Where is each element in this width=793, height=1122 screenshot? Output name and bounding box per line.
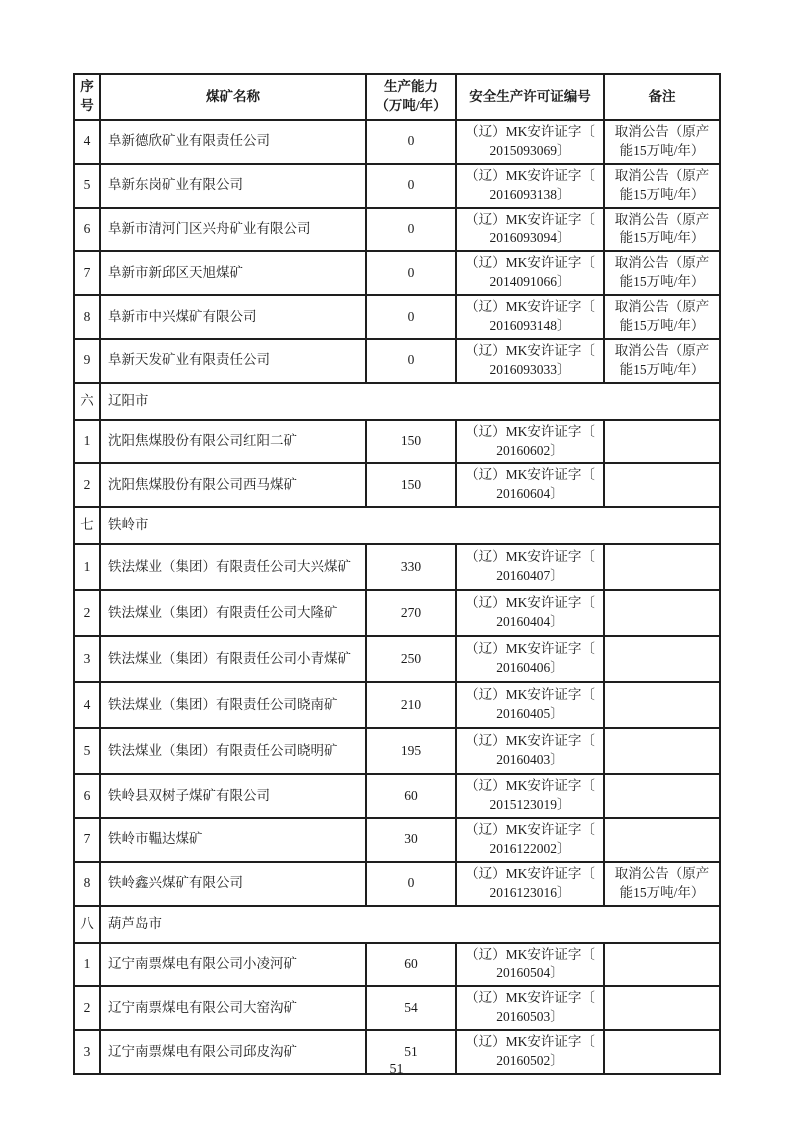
license-line2: 20160503〕 xyxy=(496,1009,564,1025)
cell-serial-number: 5 xyxy=(74,164,100,208)
cell-capacity: 0 xyxy=(366,339,456,383)
coal-mine-table xyxy=(73,73,721,1075)
cell-remark: 取消公告（原产能15万吨/年） xyxy=(604,120,720,164)
cell-serial-number: 7 xyxy=(74,251,100,295)
cell-mine-name: 铁岭市鞰达煤矿 xyxy=(100,818,366,862)
cell-capacity: 270 xyxy=(366,590,456,636)
cell-remark xyxy=(604,590,720,636)
license-line1: （辽）MK安许证字〔 xyxy=(465,299,595,315)
cell-mine-name: 铁岭鑫兴煤矿有限公司 xyxy=(100,862,366,906)
license-line2: 20160502〕 xyxy=(496,1053,564,1069)
cell-serial-number: 1 xyxy=(74,943,100,987)
cell-capacity: 250 xyxy=(366,636,456,682)
table-row xyxy=(74,463,720,507)
cell-remark: 取消公告（原产能15万吨/年） xyxy=(604,295,720,339)
header-capacity-line1: 生产能力 xyxy=(384,79,438,95)
header-remarks xyxy=(604,74,720,120)
cell-mine-name: 阜新东岗矿业有限公司 xyxy=(100,164,366,208)
cell-mine-name: 沈阳焦煤股份有限公司西马煤矿 xyxy=(100,463,366,507)
section-serial: 六 xyxy=(74,383,100,420)
cell-remark xyxy=(604,463,720,507)
cell-remark xyxy=(604,682,720,728)
table-row xyxy=(74,590,720,636)
cell-mine-name: 铁法煤业（集团）有限责任公司大隆矿 xyxy=(100,590,366,636)
license-line1: （辽）MK安许证字〔 xyxy=(465,595,595,611)
cell-license xyxy=(456,774,604,818)
cell-remark: 取消公告（原产能15万吨/年） xyxy=(604,862,720,906)
cell-serial-number: 8 xyxy=(74,295,100,339)
header-serial-number xyxy=(74,74,100,120)
cell-license xyxy=(456,818,604,862)
cell-remark xyxy=(604,544,720,590)
table-row xyxy=(74,120,720,164)
license-line1: （辽）MK安许证字〔 xyxy=(465,990,595,1006)
cell-mine-name: 阜新德欣矿业有限责任公司 xyxy=(100,120,366,164)
license-line1: （辽）MK安许证字〔 xyxy=(465,423,595,439)
license-line2: 20160407〕 xyxy=(496,568,564,584)
cell-remark xyxy=(604,818,720,862)
license-line1: （辽）MK安许证字〔 xyxy=(465,822,595,838)
cell-mine-name: 沈阳焦煤股份有限公司红阳二矿 xyxy=(100,420,366,464)
cell-serial-number: 2 xyxy=(74,590,100,636)
table-header-row xyxy=(74,74,720,120)
license-line1: （辽）MK安许证字〔 xyxy=(465,342,595,358)
table-row xyxy=(74,986,720,1030)
cell-remark: 取消公告（原产能15万吨/年） xyxy=(604,208,720,252)
section-row xyxy=(74,906,720,943)
license-line2: 2016093148〕 xyxy=(489,318,571,334)
license-line2: 20160504〕 xyxy=(496,965,564,981)
cell-license xyxy=(456,636,604,682)
cell-mine-name: 阜新市清河门区兴舟矿业有限公司 xyxy=(100,208,366,252)
cell-mine-name: 铁法煤业（集团）有限责任公司小青煤矿 xyxy=(100,636,366,682)
table-row xyxy=(74,295,720,339)
cell-capacity: 30 xyxy=(366,818,456,862)
header-license-number xyxy=(456,74,604,120)
cell-serial-number: 2 xyxy=(74,986,100,1030)
cell-capacity: 195 xyxy=(366,728,456,774)
cell-serial-number: 4 xyxy=(74,682,100,728)
table-row xyxy=(74,682,720,728)
license-line2: 2016093138〕 xyxy=(489,186,571,202)
cell-license xyxy=(456,943,604,987)
cell-mine-name: 辽宁南票煤电有限公司小凌河矿 xyxy=(100,943,366,987)
cell-serial-number: 5 xyxy=(74,728,100,774)
cell-serial-number: 9 xyxy=(74,339,100,383)
license-line1: （辽）MK安许证字〔 xyxy=(465,255,595,271)
cell-license xyxy=(456,544,604,590)
cell-mine-name: 阜新市新邱区天旭煤矿 xyxy=(100,251,366,295)
section-serial: 七 xyxy=(74,507,100,544)
cell-capacity: 51 xyxy=(366,1030,456,1074)
cell-license xyxy=(456,208,604,252)
table-row xyxy=(74,943,720,987)
header-production-capacity xyxy=(366,74,456,120)
license-line2: 2016093033〕 xyxy=(489,361,571,377)
table-body xyxy=(74,120,720,1074)
cell-serial-number: 7 xyxy=(74,818,100,862)
header-mine-name-label: 煤矿名称 xyxy=(206,88,260,104)
license-line2: 20160604〕 xyxy=(496,486,564,502)
cell-serial-number: 6 xyxy=(74,208,100,252)
cell-mine-name: 辽宁南票煤电有限公司大窑沟矿 xyxy=(100,986,366,1030)
header-mine-name xyxy=(100,74,366,120)
cell-mine-name: 辽宁南票煤电有限公司邱皮沟矿 xyxy=(100,1030,366,1074)
cell-remark: 取消公告（原产能15万吨/年） xyxy=(604,339,720,383)
cell-serial-number: 3 xyxy=(74,1030,100,1074)
license-line1: （辽）MK安许证字〔 xyxy=(465,865,595,881)
section-city: 辽阳市 xyxy=(100,383,720,420)
cell-capacity: 0 xyxy=(366,295,456,339)
cell-license xyxy=(456,295,604,339)
license-line1: （辽）MK安许证字〔 xyxy=(465,1034,595,1050)
license-line2: 20160405〕 xyxy=(496,706,564,722)
cell-mine-name: 阜新天发矿业有限责任公司 xyxy=(100,339,366,383)
header-license-number-label: 安全生产许可证编号 xyxy=(469,88,591,104)
cell-serial-number: 4 xyxy=(74,120,100,164)
cell-license xyxy=(456,463,604,507)
license-line1: （辽）MK安许证字〔 xyxy=(465,211,595,227)
section-row xyxy=(74,507,720,544)
cell-capacity: 54 xyxy=(366,986,456,1030)
license-line1: （辽）MK安许证字〔 xyxy=(465,641,595,657)
license-line1: （辽）MK安许证字〔 xyxy=(465,124,595,139)
cell-license xyxy=(456,164,604,208)
license-line2: 20160403〕 xyxy=(496,752,564,768)
cell-mine-name: 阜新市中兴煤矿有限公司 xyxy=(100,295,366,339)
license-line2: 2016093094〕 xyxy=(489,230,571,246)
section-city: 葫芦岛市 xyxy=(100,906,720,943)
license-line2: 20160602〕 xyxy=(496,442,564,458)
table-row xyxy=(74,774,720,818)
license-line2: 2014091066〕 xyxy=(489,274,571,290)
cell-capacity: 0 xyxy=(366,164,456,208)
cell-remark xyxy=(604,420,720,464)
cell-mine-name: 铁法煤业（集团）有限责任公司晓明矿 xyxy=(100,728,366,774)
table-row xyxy=(74,818,720,862)
page-number: 51 xyxy=(389,1062,404,1077)
section-row xyxy=(74,383,720,420)
cell-capacity: 150 xyxy=(366,420,456,464)
cell-serial-number: 1 xyxy=(74,544,100,590)
cell-capacity: 0 xyxy=(366,120,456,164)
license-line1: （辽）MK安许证字〔 xyxy=(465,467,595,483)
cell-remark: 取消公告（原产能15万吨/年） xyxy=(604,164,720,208)
header-serial-number-label: 序号 xyxy=(80,79,94,113)
cell-remark xyxy=(604,728,720,774)
license-line2: 2016123016〕 xyxy=(489,884,571,900)
license-line2: 2015123019〕 xyxy=(489,797,571,813)
table-row xyxy=(74,636,720,682)
cell-serial-number: 2 xyxy=(74,463,100,507)
cell-remark xyxy=(604,636,720,682)
header-capacity-line2: （万吨/年） xyxy=(375,98,447,113)
cell-serial-number: 1 xyxy=(74,420,100,464)
cell-license xyxy=(456,986,604,1030)
cell-serial-number: 6 xyxy=(74,774,100,818)
license-line2: 20160406〕 xyxy=(496,660,564,676)
cell-mine-name: 铁法煤业（集团）有限责任公司大兴煤矿 xyxy=(100,544,366,590)
cell-remark xyxy=(604,986,720,1030)
license-line1: （辽）MK安许证字〔 xyxy=(465,549,595,565)
cell-capacity: 0 xyxy=(366,208,456,252)
license-line1: （辽）MK安许证字〔 xyxy=(465,778,595,794)
section-city: 铁岭市 xyxy=(100,507,720,544)
cell-license xyxy=(456,339,604,383)
license-line1: （辽）MK安许证字〔 xyxy=(465,687,595,703)
cell-license xyxy=(456,120,604,164)
table-row xyxy=(74,862,720,906)
cell-license xyxy=(456,251,604,295)
license-line1: （辽）MK安许证字〔 xyxy=(465,167,595,183)
cell-remark xyxy=(604,774,720,818)
table-row xyxy=(74,164,720,208)
cell-remark xyxy=(604,943,720,987)
table-row xyxy=(74,251,720,295)
table-row xyxy=(74,728,720,774)
cell-capacity: 0 xyxy=(366,251,456,295)
cell-serial-number: 3 xyxy=(74,636,100,682)
cell-capacity: 0 xyxy=(366,862,456,906)
cell-license xyxy=(456,420,604,464)
cell-capacity: 60 xyxy=(366,774,456,818)
cell-license xyxy=(456,862,604,906)
cell-capacity: 60 xyxy=(366,943,456,987)
license-line1: （辽）MK安许证字〔 xyxy=(465,946,595,962)
license-line2: 2016122002〕 xyxy=(489,840,571,856)
table-row xyxy=(74,420,720,464)
cell-license xyxy=(456,728,604,774)
license-line2: 2015093069〕 xyxy=(489,142,571,158)
cell-remark: 取消公告（原产能15万吨/年） xyxy=(604,251,720,295)
cell-mine-name: 铁岭县双树子煤矿有限公司 xyxy=(100,774,366,818)
table-row xyxy=(74,208,720,252)
cell-license xyxy=(456,590,604,636)
cell-mine-name: 铁法煤业（集团）有限责任公司晓南矿 xyxy=(100,682,366,728)
cell-serial-number: 8 xyxy=(74,862,100,906)
cell-capacity: 210 xyxy=(366,682,456,728)
table-row xyxy=(74,339,720,383)
cell-capacity: 330 xyxy=(366,544,456,590)
license-line2: 20160404〕 xyxy=(496,614,564,630)
section-serial: 八 xyxy=(74,906,100,943)
cell-capacity: 150 xyxy=(366,463,456,507)
license-line1: （辽）MK安许证字〔 xyxy=(465,733,595,749)
table-row xyxy=(74,544,720,590)
header-remarks-label: 备注 xyxy=(648,88,676,104)
cell-license xyxy=(456,682,604,728)
